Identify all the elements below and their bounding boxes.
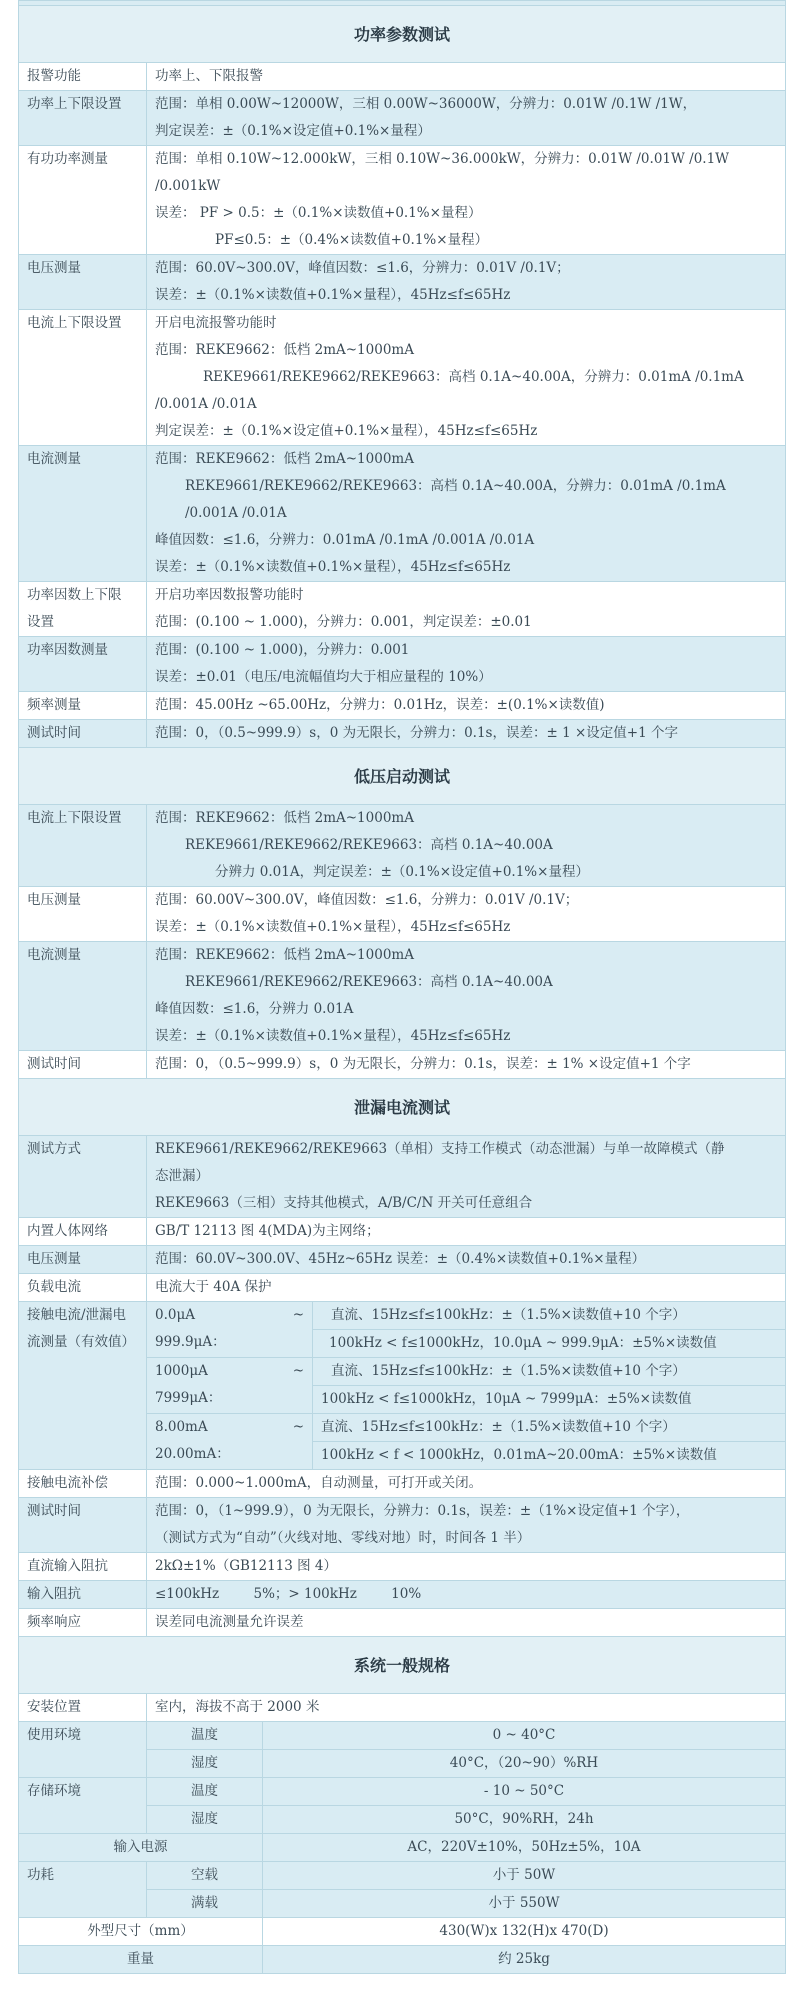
row-label: 频率测量	[19, 692, 147, 720]
sub-label: 温度	[147, 1722, 263, 1750]
table-row	[19, 1218, 786, 1246]
row-label: 功耗	[19, 1862, 147, 1918]
table-row	[19, 310, 786, 446]
row-value: 范围：REKE9662：低档 2mA~1000mA REKE9661/REKE9662/REKE9663：高档 0.1A~40.00A，分辨力：0.01mA /0.1mA /0.001A /0.01A 峰值因数：≤1.6，分辨力：0.01mA /0.1mA /0.001A /0.01A 误差：±（0.1%×读数值+0.1%×量程），45Hz≤f≤65Hz	[147, 446, 786, 582]
row-label: 电流上下限设置	[19, 310, 147, 446]
row-value: 范围：60.0V~300.0V，峰值因数：≤1.6，分辨力：0.01V /0.1V； 误差：±（0.1%×读数值+0.1%×量程），45Hz≤f≤65Hz	[147, 255, 786, 310]
table-row	[19, 1946, 786, 1974]
table-row	[19, 1722, 786, 1750]
row-label: 功率因数上下限 设置	[19, 582, 147, 637]
range-value: 直流、15Hz≤f≤100kHz：±（1.5%×读数值+10 个字）	[313, 1414, 786, 1442]
row-label: 存储环境	[19, 1778, 147, 1834]
row-label: 有功功率测量	[19, 146, 147, 255]
range-value: 100kHz < f < 1000kHz，0.01mA~20.00mA：±5%×读数值	[313, 1442, 786, 1470]
table-row	[19, 1581, 786, 1609]
row-label: 接触电流/泄漏电 流测量（有效值）	[19, 1302, 147, 1470]
sub-value: - 10 ~ 50°C	[263, 1778, 786, 1806]
range-value: 100kHz < f≤1000kHz，10.0μA ~ 999.9μA：±5%×读数值	[313, 1330, 786, 1358]
table-row	[19, 805, 786, 887]
table-row	[19, 63, 786, 91]
row-value: AC，220V±10%，50Hz±5%，10A	[263, 1834, 786, 1862]
table-row	[19, 91, 786, 146]
row-label: 测试方式	[19, 1136, 147, 1218]
row-value: 范围：(0.100 ~ 1.000)，分辨力：0.001 误差：±0.01（电压/电流幅值均大于相应量程的 10%）	[147, 637, 786, 692]
section-title-power: 功率参数测试	[19, 6, 786, 63]
table-row	[19, 1302, 786, 1330]
row-value: 范围：0，（0.5~999.9）s，0 为无限长，分辨力：0.1s，误差：± 1% ×设定值+1 个字	[147, 1051, 786, 1079]
row-label: 电流测量	[19, 942, 147, 1051]
table-row	[19, 942, 786, 1051]
row-label: 频率响应	[19, 1609, 147, 1637]
row-value: 误差同电流测量允许误差	[147, 1609, 786, 1637]
row-label: 接触电流补偿	[19, 1470, 147, 1498]
table-row	[19, 255, 786, 310]
row-label: 电压测量	[19, 255, 147, 310]
row-value: 开启功率因数报警功能时 范围：(0.100 ~ 1.000)，分辨力：0.001，判定误差：±0.01	[147, 582, 786, 637]
sub-label: 满载	[147, 1890, 263, 1918]
range-cell: 0.0μA ~ 999.9μA：	[147, 1302, 313, 1358]
row-value: 范围：0.000~1.000mA，自动测量，可打开或关闭。	[147, 1470, 786, 1498]
row-value: GB/T 12113 图 4(MDA)为主网络；	[147, 1218, 786, 1246]
table-row	[19, 720, 786, 748]
row-value: 范围：45.00Hz ~65.00Hz，分辨力：0.01Hz，误差：±(0.1%×读数值)	[147, 692, 786, 720]
range-cell: 8.00mA ~ 20.00mA：	[147, 1414, 313, 1470]
row-value: 2kΩ±1%（GB12113 图 4）	[147, 1553, 786, 1581]
table-row	[19, 1274, 786, 1302]
row-label: 外型尺寸（mm）	[19, 1918, 263, 1946]
row-label: 安装位置	[19, 1694, 147, 1722]
table-row	[19, 1834, 786, 1862]
table-row	[19, 1778, 786, 1806]
row-label: 电压测量	[19, 1246, 147, 1274]
row-value: 430(W)x 132(H)x 470(D)	[263, 1918, 786, 1946]
table-row	[19, 1136, 786, 1218]
table-row	[19, 1051, 786, 1079]
row-value: ≤100kHz 5%；> 100kHz 10%	[147, 1581, 786, 1609]
row-label: 测试时间	[19, 720, 147, 748]
row-label: 使用环境	[19, 1722, 147, 1778]
row-label: 输入阻抗	[19, 1581, 147, 1609]
row-label: 重量	[19, 1946, 263, 1974]
row-value: 范围：单相 0.00W~12000W，三相 0.00W~36000W，分辨力：0.01W /0.1W /1W， 判定误差：±（0.1%×设定值+0.1%×量程）	[147, 91, 786, 146]
table-row	[19, 1498, 786, 1553]
section-title-general: 系统一般规格	[19, 1637, 786, 1694]
row-value: 约 25kg	[263, 1946, 786, 1974]
sub-value: 小于 50W	[263, 1862, 786, 1890]
row-label: 报警功能	[19, 63, 147, 91]
row-label: 功率上下限设置	[19, 91, 147, 146]
row-label: 电流测量	[19, 446, 147, 582]
row-label: 内置人体网络	[19, 1218, 147, 1246]
row-value: 范围：60.0V~300.0V、45Hz~65Hz 误差：±（0.4%×读数值+0.1%×量程）	[147, 1246, 786, 1274]
row-value: 范围：60.00V~300.0V，峰值因数：≤1.6，分辨力：0.01V /0.1V； 误差：±（0.1%×读数值+0.1%×量程），45Hz≤f≤65Hz	[147, 887, 786, 942]
table-row	[19, 1694, 786, 1722]
row-value: 功率上、下限报警	[147, 63, 786, 91]
sub-label: 湿度	[147, 1750, 263, 1778]
range-value: 直流、15Hz≤f≤100kHz：±（1.5%×读数值+10 个字）	[313, 1358, 786, 1386]
table-row	[19, 146, 786, 255]
sub-label: 温度	[147, 1778, 263, 1806]
table-row	[19, 1246, 786, 1274]
table-row	[19, 1470, 786, 1498]
table-row	[19, 692, 786, 720]
row-label: 输入电源	[19, 1834, 263, 1862]
table-row	[19, 887, 786, 942]
sub-label: 空载	[147, 1862, 263, 1890]
row-value: 范围：REKE9662：低档 2mA~1000mA REKE9661/REKE9662/REKE9663：高档 0.1A~40.00A 峰值因数：≤1.6，分辨力 0.01A 误差：±（0.1%×读数值+0.1%×量程），45Hz≤f≤65Hz	[147, 942, 786, 1051]
row-label: 测试时间	[19, 1498, 147, 1553]
row-value: 室内，海拔不高于 2000 米	[147, 1694, 786, 1722]
sub-value: 0 ~ 40°C	[263, 1722, 786, 1750]
sub-value: 50°C，90%RH，24h	[263, 1806, 786, 1834]
sub-label: 湿度	[147, 1806, 263, 1834]
table-row	[19, 637, 786, 692]
table-row	[19, 1553, 786, 1581]
row-value: REKE9661/REKE9662/REKE9663（单相）支持工作模式（动态泄漏）与单一故障模式（静 态泄漏） REKE9663（三相）支持其他模式，A/B/C/N 开关可任意组合	[147, 1136, 786, 1218]
spec-table	[18, 0, 786, 1974]
row-label: 电压测量	[19, 887, 147, 942]
row-value: 范围：0，（1~999.9），0 为无限长，分辨力：0.1s，误差：±（1%×设定值+1 个字）， （测试方式为“自动”（火线对地、零线对地）时，时间各 1 半）	[147, 1498, 786, 1553]
row-label: 电流上下限设置	[19, 805, 147, 887]
sub-value: 40°C，（20~90）%RH	[263, 1750, 786, 1778]
section-title-leakage: 泄漏电流测试	[19, 1079, 786, 1136]
row-value: 电流大于 40A 保护	[147, 1274, 786, 1302]
table-row	[19, 1918, 786, 1946]
range-value: 直流、15Hz≤f≤100kHz：±（1.5%×读数值+10 个字）	[313, 1302, 786, 1330]
row-value: 范围：单相 0.10W~12.000kW，三相 0.10W~36.000kW，分辨力：0.01W /0.01W /0.1W /0.001kW 误差： PF > 0.5：±（0.1%×读数值+0.1%×量程） PF≤0.5：±（0.4%×读数值+0.1%×量程）	[147, 146, 786, 255]
table-row	[19, 1862, 786, 1890]
row-value: 范围：REKE9662：低档 2mA~1000mA REKE9661/REKE9662/REKE9663：高档 0.1A~40.00A 分辨力 0.01A，判定误差：±（0.1%×设定值+0.1%×量程）	[147, 805, 786, 887]
row-label: 测试时间	[19, 1051, 147, 1079]
table-row	[19, 446, 786, 582]
table-row	[19, 582, 786, 637]
row-label: 直流输入阻抗	[19, 1553, 147, 1581]
section-title-low-voltage: 低压启动测试	[19, 748, 786, 805]
range-cell: 1000μA ~ 7999μA：	[147, 1358, 313, 1414]
row-value: 范围：0，（0.5~999.9）s，0 为无限长，分辨力：0.1s，误差：± 1 ×设定值+1 个字	[147, 720, 786, 748]
range-value: 100kHz < f≤1000kHz，10μA ~ 7999μA：±5%×读数值	[313, 1386, 786, 1414]
row-label: 功率因数测量	[19, 637, 147, 692]
table-row	[19, 1609, 786, 1637]
row-value: 开启电流报警功能时 范围：REKE9662：低档 2mA~1000mA REKE9661/REKE9662/REKE9663：高档 0.1A~40.00A，分辨力：0.01mA /0.1mA /0.001A /0.01A 判定误差：±（0.1%×设定值+0.1%×量程），45Hz≤f≤65Hz	[147, 310, 786, 446]
row-label: 负载电流	[19, 1274, 147, 1302]
sub-value: 小于 550W	[263, 1890, 786, 1918]
